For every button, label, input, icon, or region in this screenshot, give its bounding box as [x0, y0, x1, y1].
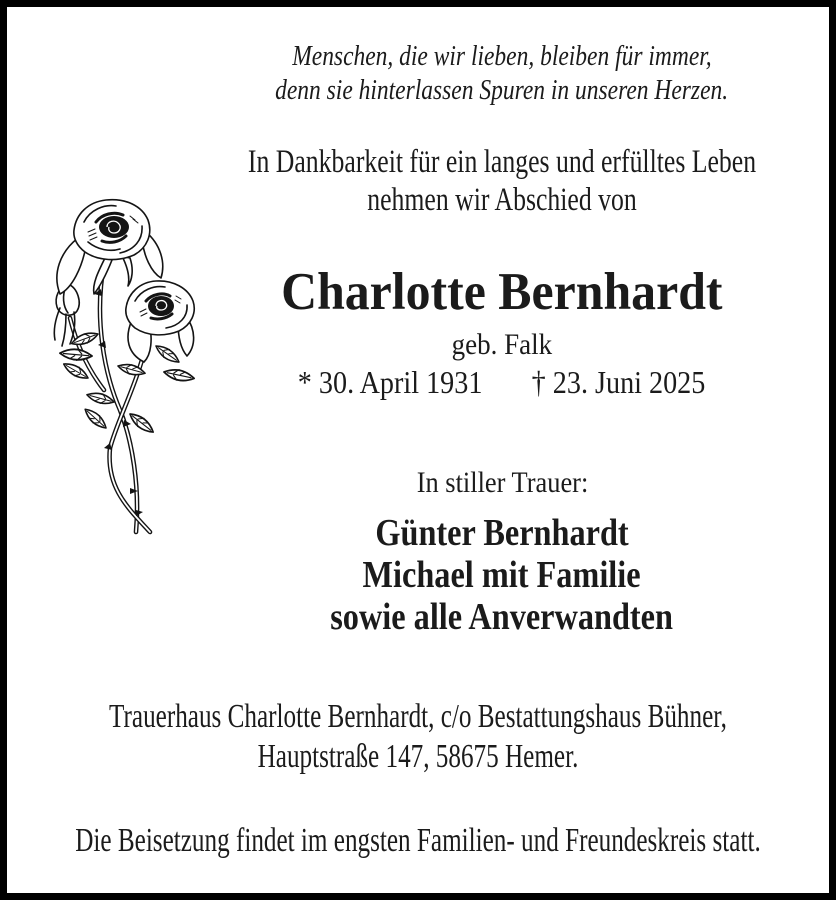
mourning-heading: In stiller Trauer:: [416, 466, 588, 499]
intro-line-2: nehmen wir Abschied von: [367, 182, 637, 218]
roses-illustration: [32, 188, 197, 540]
mourning-house-address: [11, 697, 825, 777]
mourner-name: Michael mit Familie: [362, 554, 642, 596]
roses-icon: [32, 188, 197, 540]
mourner-name: Günter Bernhardt: [375, 512, 629, 554]
intro-text: [151, 143, 836, 219]
deceased-name: Charlotte Bernhardt: [281, 263, 723, 321]
funeral-note: Die Beisetzung findet im engsten Familien- und Freundeskreis statt.: [75, 822, 761, 859]
intro-line-1: In Dankbarkeit für ein langes und erfülltes Leben: [247, 144, 757, 180]
death-date: † 23. Juni 2025: [532, 364, 706, 400]
maiden-name: geb. Falk: [451, 328, 553, 361]
notice-body: [175, 7, 829, 638]
address-line-2: Hauptstraße 147, 58675 Hemer.: [257, 738, 579, 775]
epigraph-line-2: denn sie hinterlassen Spuren in unseren Herzen.: [275, 74, 729, 106]
address-line-1: Trauerhaus Charlotte Bernhardt, c/o Bestattungshaus Bühner,: [109, 698, 727, 735]
life-dates: [175, 364, 829, 400]
mourners-list: [175, 512, 829, 638]
birth-date: * 30. April 1931: [298, 364, 483, 400]
epigraph-line-1: Menschen, die wir lieben, bleiben für immer,: [292, 40, 712, 72]
mourner-name: sowie alle Anverwandten: [330, 596, 674, 638]
epigraph: [175, 39, 829, 107]
